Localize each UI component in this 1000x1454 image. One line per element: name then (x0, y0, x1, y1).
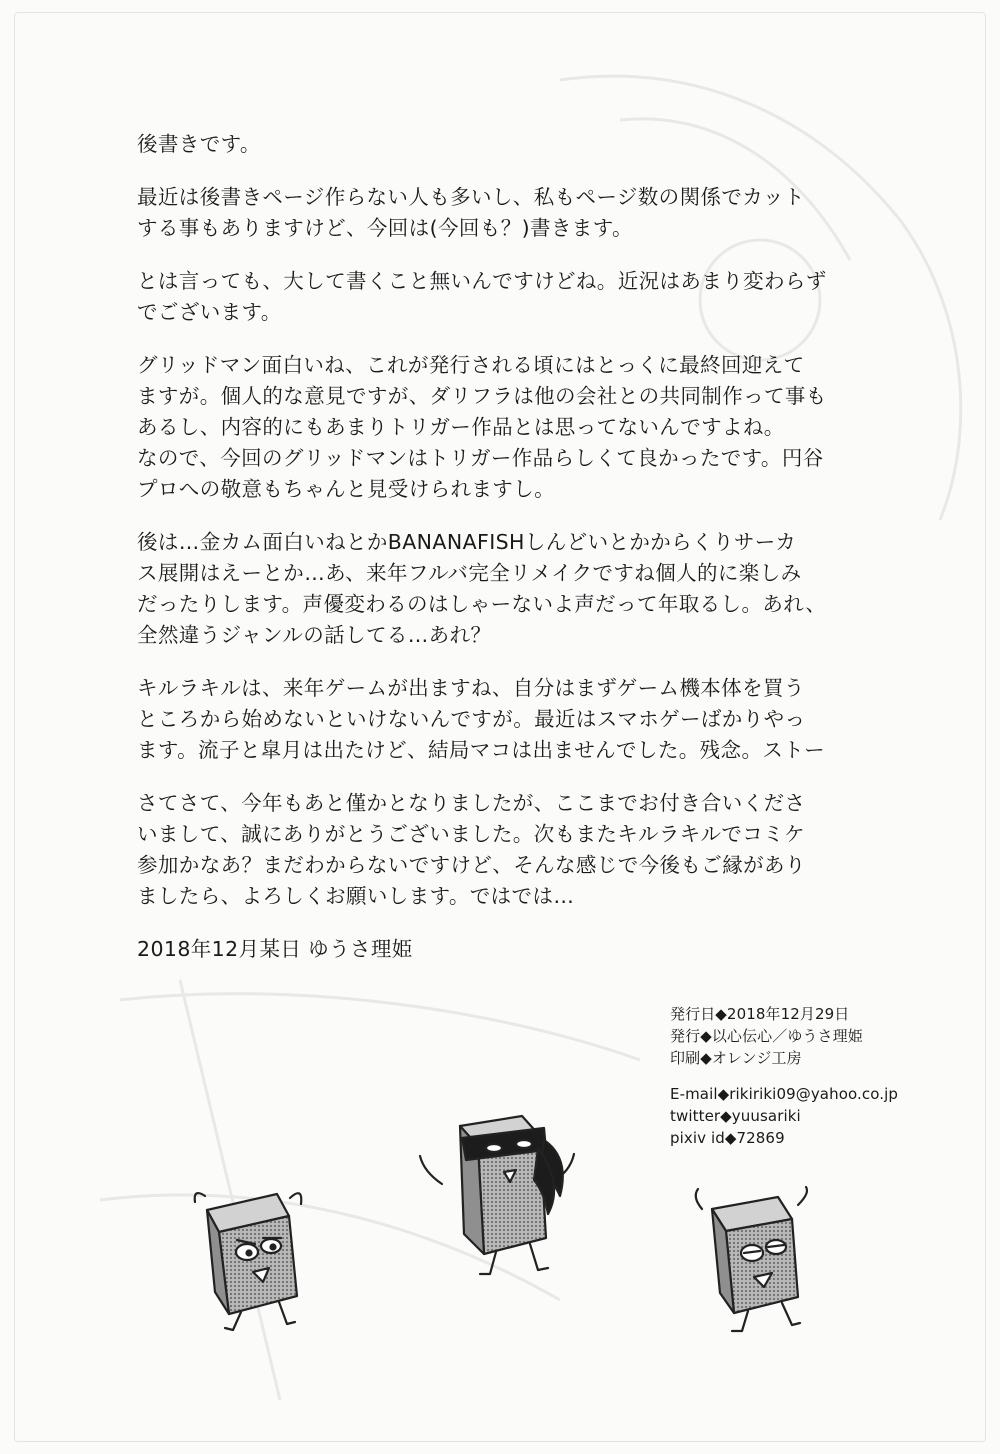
text-line: ます。流子と皐月は出たけど、結局マコは出ませんでした。残念。ストー (137, 738, 826, 762)
text-line: グリッドマン面白いね、これが発行される頃にはとっくに最終回迎えて (137, 353, 805, 377)
colophon (670, 1003, 970, 1149)
text-line: ましたら、よろしくお願いします。ではでは… (137, 884, 575, 908)
text-line: だったりします。声優変わるのはしゃーないよ声だって年取るし。あれ、 (137, 592, 827, 616)
tofu-mascot-right-icon (688, 1185, 818, 1345)
text-line: 全然違うジャンルの話してる…あれ？ (137, 623, 492, 647)
publisher: 発行◆以心伝心／ゆうさ理姫 (670, 1027, 863, 1045)
tofu-mascot-masked-icon (410, 1088, 590, 1288)
text-line: さてさて、今年もあと僅かとなりましたが、ここまでお付き合いくださ (137, 791, 806, 815)
text-line: キルラキルは、来年ゲームが出ますね、自分はまずゲーム機本体を買う (137, 676, 805, 700)
text-line: ス展開はえーとか…あ、来年フルバ完全リメイクですね個人的に楽しみ (137, 561, 802, 585)
text-line: プロへの敬意もちゃんと見受けられますし。 (137, 477, 555, 501)
paragraph-3 (137, 266, 857, 328)
paragraph-2 (137, 182, 857, 244)
text-line: 後は…金カム面白いねとかBANANAFISHしんどいとかからくりサーカ (137, 530, 797, 554)
text-line: なので、今回のグリッドマンはトリガー作品らしくて良かったです。円谷 (137, 446, 824, 470)
afterword-body (137, 129, 857, 987)
paragraph-6 (137, 673, 857, 766)
text-line: とは言っても、大して書くこと無いんですけどね。近況はあまり変わらず (137, 269, 827, 293)
spacer (670, 1069, 970, 1083)
text-line: 参加かなあ？まだわからないですけど、そんな感じで今後もご縁があり (137, 853, 806, 877)
paragraph-4 (137, 350, 857, 505)
printer: 印刷◆オレンジ工房 (670, 1049, 802, 1067)
twitter-handle: twitter◆yuusariki (670, 1107, 801, 1125)
text-line: いまして、誠にありがとうございました。次もまたキルラキルでコミケ (137, 822, 805, 846)
paragraph-1 (137, 129, 857, 160)
text-line: あるし、内容的にもあまりトリガー作品とは思ってないんですよね。 (137, 415, 785, 439)
email: E-mail◆rikiriki09@yahoo.co.jp (670, 1085, 898, 1103)
text-line: ますが。個人的な意見ですが、ダリフラは他の会社との共同制作って事も (137, 384, 827, 408)
text-line: ところから始めないといけないんですが。最近はスマホゲーばかりやっ (137, 707, 806, 731)
text-line: 後書きです。 (137, 132, 261, 156)
text-line: する事もありますけど、今回は(今回も？)書きます。 (137, 216, 633, 240)
pixiv-id: pixiv id◆72869 (670, 1129, 785, 1147)
text-line: 最近は後書きページ作らない人も多いし、私もページ数の関係でカット (137, 185, 805, 209)
paragraph-7 (137, 788, 857, 912)
tofu-mascot-left-icon (185, 1180, 315, 1340)
text-line: でございます。 (137, 300, 282, 324)
paragraph-5 (137, 527, 857, 651)
issue-date: 発行日◆2018年12月29日 (670, 1005, 850, 1023)
signature: 2018年12月某日 ゆうさ理姫 (137, 937, 413, 961)
